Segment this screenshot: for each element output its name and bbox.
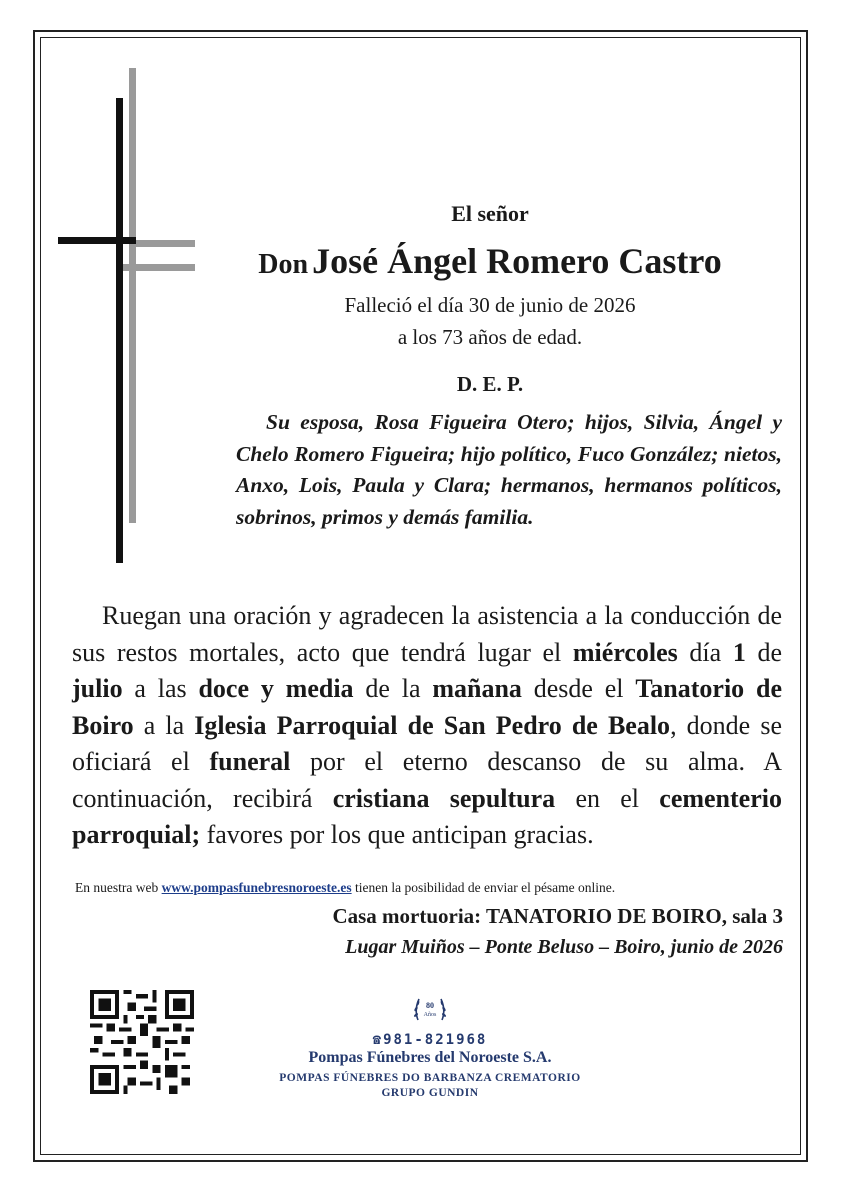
age-line: a los 73 años de edad. (397, 325, 583, 349)
anniversary-laurel-icon (410, 990, 450, 1030)
phone-number: 981-821968 (383, 1032, 488, 1048)
funeral-home: Casa mortuoria: TANATORIO DE BOIRO, sala 3 (332, 904, 783, 928)
web-note: En nuestra web www.pompasfunebresnoroeste.es tienen la posibilidad de enviar el pésame online. (75, 880, 616, 895)
qr-code-icon[interactable] (90, 990, 194, 1094)
svg-text:80: 80 (426, 1001, 434, 1010)
phone-line (230, 1032, 630, 1048)
title-line: El señor (451, 201, 529, 226)
death-date: Falleció el día 30 de junio de 2026 (344, 293, 636, 317)
rip-text: D. E. P. (456, 372, 524, 396)
place-date: Lugar Muiños – Ponte Beluso – Boiro, junio de 2026 (345, 936, 783, 958)
website-link[interactable]: www.pompasfunebresnoroeste.es (161, 880, 352, 895)
ceremony-paragraph: Ruegan una oración y agradecen la asistencia a la conducción de sus restos mortales, acto que tendrá lugar el miércoles día 1 de julio a las doce y media de la mañana desde el Tanatorio de Boiro a la Iglesia Parroquial de San Pedro de Bealo, donde se oficiará el funeral por el eterno descanso de su alma. A continuación, recibirá cristiana sepultura en el cementerio parroquial; favores por los que anticipan gracias. (72, 601, 783, 849)
phone-icon: ☎ (372, 1032, 384, 1048)
svg-text:Años: Años (423, 1012, 437, 1018)
honorific: Don (258, 249, 309, 280)
company-name: Pompas Fúnebres del Noroeste S.A. (308, 1049, 552, 1066)
family-paragraph: Su esposa, Rosa Figueira Otero; hijos, Silvia, Ángel y Chelo Romero Figueira; hijo político, Fuco González; nietos, Anxo, Lois, Paula y Clara; hermanos, hermanos políticos, sobrinos, primos y demás familia. (236, 410, 782, 529)
company-group: GRUPO GUNDIN (381, 1087, 479, 1099)
full-name: José Ángel Romero Castro (312, 241, 722, 281)
company-subtitle: POMPAS FÚNEBRES DO BARBANZA CREMATORIO (279, 1072, 581, 1084)
deceased-name (220, 240, 760, 282)
